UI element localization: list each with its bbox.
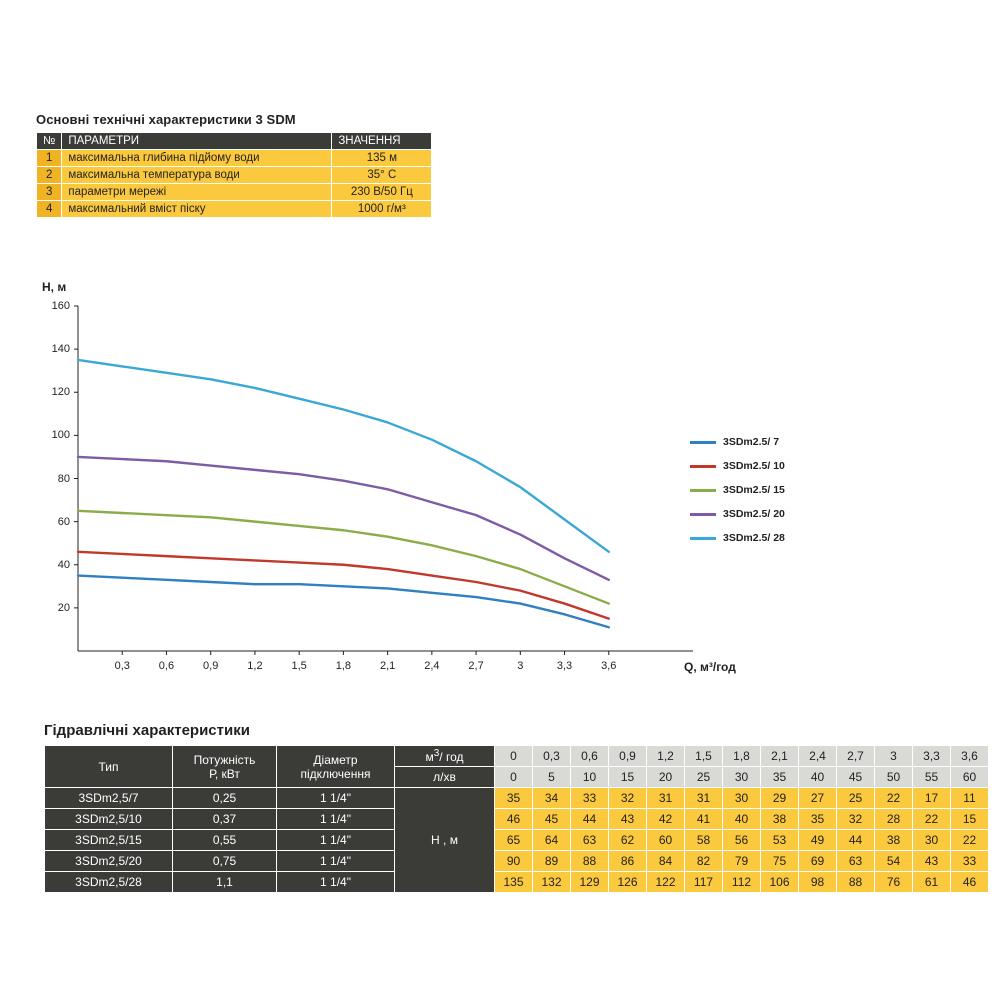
x-tick-label: 2,1 (379, 660, 396, 672)
flow-m3-value: 1,5 (685, 746, 723, 767)
head-value: 122 (647, 872, 685, 893)
header-type: Тип (45, 746, 173, 788)
head-value: 29 (761, 788, 799, 809)
head-value: 31 (647, 788, 685, 809)
flow-m3-value: 0,6 (571, 746, 609, 767)
x-tick-label: 2,4 (424, 660, 440, 672)
legend-color-swatch (690, 489, 716, 492)
spec-header-param: ПАРАМЕТРИ (62, 133, 332, 150)
flow-l-value: 30 (723, 767, 761, 788)
head-value: 33 (571, 788, 609, 809)
head-value: 129 (571, 872, 609, 893)
legend-item (690, 526, 785, 550)
flow-m3-value: 3 (875, 746, 913, 767)
head-value: 89 (533, 851, 571, 872)
pump-curve-chart (0, 270, 1000, 700)
header-head-unit: Н , м (395, 788, 495, 893)
flow-l-value: 55 (913, 767, 951, 788)
row-type: 3SDm2,5/15 (45, 830, 173, 851)
y-tick-label: 120 (51, 386, 70, 399)
curve-series (78, 576, 609, 628)
spec-row-number: 1 (37, 150, 62, 167)
row-diameter: 1 1/4" (277, 851, 395, 872)
curve-series (78, 360, 609, 552)
x-tick-label: 3,6 (601, 660, 617, 672)
hydraulic-table (44, 745, 989, 893)
head-value: 112 (723, 872, 761, 893)
flow-m3-value: 1,2 (647, 746, 685, 767)
row-type: 3SDm2,5/7 (45, 788, 173, 809)
spec-header-row (37, 133, 432, 150)
table-row (45, 851, 989, 872)
spec-row-param: максимальна глибина підйому води (62, 150, 332, 167)
legend-item (690, 478, 785, 502)
flow-m3-value: 2,4 (799, 746, 837, 767)
legend-item (690, 454, 785, 478)
flow-m3-value: 2,1 (761, 746, 799, 767)
table-row (37, 201, 432, 218)
flow-l-value: 60 (951, 767, 989, 788)
head-value: 56 (723, 830, 761, 851)
header-diameter: Діаметр підключення (277, 746, 395, 788)
flow-m3-value: 3,6 (951, 746, 989, 767)
y-tick-label: 60 (57, 515, 70, 528)
flow-l-value: 50 (875, 767, 913, 788)
hydraulic-header-row (45, 746, 989, 767)
head-value: 126 (609, 872, 647, 893)
legend-label: 3SDm2.5/ 7 (723, 436, 780, 448)
hydraulic-section (44, 722, 989, 893)
head-value: 132 (533, 872, 571, 893)
flow-l-value: 10 (571, 767, 609, 788)
table-row (37, 167, 432, 184)
head-value: 98 (799, 872, 837, 893)
legend-color-swatch (690, 465, 716, 468)
head-value: 58 (685, 830, 723, 851)
spec-header-value: ЗНАЧЕННЯ (332, 133, 432, 150)
flow-l-value: 40 (799, 767, 837, 788)
head-value: 46 (495, 809, 533, 830)
head-value: 90 (495, 851, 533, 872)
flow-l-value: 5 (533, 767, 571, 788)
spec-row-value: 1000 г/м³ (332, 201, 432, 218)
row-diameter: 1 1/4" (277, 809, 395, 830)
head-value: 33 (951, 851, 989, 872)
y-tick-label: 160 (51, 300, 70, 312)
head-value: 42 (647, 809, 685, 830)
head-value: 30 (913, 830, 951, 851)
head-value: 34 (533, 788, 571, 809)
table-row (37, 184, 432, 201)
head-value: 82 (685, 851, 723, 872)
spec-row-number: 3 (37, 184, 62, 201)
head-value: 38 (875, 830, 913, 851)
legend-label: 3SDm2.5/ 20 (723, 508, 785, 520)
head-value: 22 (875, 788, 913, 809)
x-tick-label: 3 (517, 660, 524, 672)
spec-row-param: параметри мережі (62, 184, 332, 201)
table-row (45, 830, 989, 851)
head-value: 35 (495, 788, 533, 809)
head-value: 135 (495, 872, 533, 893)
head-value: 65 (495, 830, 533, 851)
legend-label: 3SDm2.5/ 28 (723, 532, 785, 544)
spec-row-number: 2 (37, 167, 62, 184)
row-type: 3SDm2,5/28 (45, 872, 173, 893)
head-value: 63 (837, 851, 875, 872)
spec-section (36, 112, 432, 218)
flow-m3-value: 1,8 (723, 746, 761, 767)
row-type: 3SDm2,5/10 (45, 809, 173, 830)
head-value: 11 (951, 788, 989, 809)
spec-table (36, 132, 432, 218)
head-value: 30 (723, 788, 761, 809)
row-power: 0,37 (173, 809, 277, 830)
curve-svg (78, 306, 653, 651)
head-value: 38 (761, 809, 799, 830)
head-value: 31 (685, 788, 723, 809)
spec-row-number: 4 (37, 201, 62, 218)
row-power: 1,1 (173, 872, 277, 893)
y-axis-label: Н, м (42, 280, 67, 294)
legend-item (690, 430, 785, 454)
flow-m3-value: 3,3 (913, 746, 951, 767)
flow-l-value: 35 (761, 767, 799, 788)
head-value: 84 (647, 851, 685, 872)
row-diameter: 1 1/4" (277, 872, 395, 893)
chart-legend (690, 430, 785, 550)
row-diameter: 1 1/4" (277, 788, 395, 809)
head-value: 79 (723, 851, 761, 872)
legend-color-swatch (690, 513, 716, 516)
plot-canvas (51, 300, 653, 672)
spec-row-value: 230 В/50 Гц (332, 184, 432, 201)
curve-series (78, 511, 609, 604)
head-value: 88 (571, 851, 609, 872)
y-tick-label: 40 (57, 558, 70, 571)
head-value: 75 (761, 851, 799, 872)
x-tick-label: 0,9 (203, 660, 219, 672)
table-row (37, 150, 432, 167)
head-value: 69 (799, 851, 837, 872)
table-row (45, 809, 989, 830)
spec-row-param: максимальна температура води (62, 167, 332, 184)
y-tick-label: 80 (57, 472, 70, 485)
x-tick-label: 0,6 (158, 660, 175, 672)
legend-label: 3SDm2.5/ 10 (723, 460, 785, 472)
x-tick-label: 0,3 (114, 660, 130, 672)
legend-color-swatch (690, 537, 716, 540)
head-value: 22 (913, 809, 951, 830)
head-value: 54 (875, 851, 913, 872)
header-power: Потужність Р, кВт (173, 746, 277, 788)
head-value: 43 (609, 809, 647, 830)
head-value: 76 (875, 872, 913, 893)
head-value: 106 (761, 872, 799, 893)
flow-m3-value: 0,9 (609, 746, 647, 767)
row-diameter: 1 1/4" (277, 830, 395, 851)
head-value: 25 (837, 788, 875, 809)
flow-l-value: 45 (837, 767, 875, 788)
curve-series (78, 457, 609, 580)
y-tick-label: 140 (51, 343, 70, 356)
head-value: 45 (533, 809, 571, 830)
row-power: 0,75 (173, 851, 277, 872)
row-type: 3SDm2,5/20 (45, 851, 173, 872)
hydraulic-title: Гідравлічні характеристики (44, 722, 250, 739)
head-value: 43 (913, 851, 951, 872)
flow-l-value: 15 (609, 767, 647, 788)
head-value: 41 (685, 809, 723, 830)
spec-row-param: максимальний вміст піску (62, 201, 332, 218)
y-tick-label: 20 (57, 601, 70, 614)
head-value: 32 (609, 788, 647, 809)
legend-label: 3SDm2.5/ 15 (723, 484, 785, 496)
row-power: 0,25 (173, 788, 277, 809)
head-value: 44 (571, 809, 609, 830)
head-value: 28 (875, 809, 913, 830)
head-value: 62 (609, 830, 647, 851)
head-value: 40 (723, 809, 761, 830)
head-value: 44 (837, 830, 875, 851)
head-value: 63 (571, 830, 609, 851)
flow-m3-value: 0,3 (533, 746, 571, 767)
spec-header-num: № (37, 133, 62, 150)
x-axis-label: Q, м³/год (684, 660, 736, 674)
row-power: 0,55 (173, 830, 277, 851)
legend-item (690, 502, 785, 526)
flow-l-value: 20 (647, 767, 685, 788)
head-value: 32 (837, 809, 875, 830)
head-value: 15 (951, 809, 989, 830)
y-tick-label: 100 (51, 429, 70, 442)
head-value: 64 (533, 830, 571, 851)
head-value: 35 (799, 809, 837, 830)
spec-row-value: 135 м (332, 150, 432, 167)
head-value: 60 (647, 830, 685, 851)
x-tick-label: 1,8 (335, 660, 352, 672)
flow-l-value: 25 (685, 767, 723, 788)
legend-color-swatch (690, 441, 716, 444)
head-value: 88 (837, 872, 875, 893)
spec-title: Основні технічні характеристики 3 SDM (36, 112, 296, 127)
x-tick-label: 1,5 (291, 660, 307, 672)
header-flow-l: л/хв (395, 767, 495, 788)
x-tick-label: 1,2 (247, 660, 263, 672)
x-tick-label: 3,3 (556, 660, 573, 672)
table-row (45, 788, 989, 809)
head-value: 53 (761, 830, 799, 851)
flow-m3-value: 0 (495, 746, 533, 767)
head-value: 49 (799, 830, 837, 851)
table-row (45, 872, 989, 893)
header-flow-m3: $м^3/$ год (395, 746, 495, 767)
flow-m3-value: 2,7 (837, 746, 875, 767)
head-value: 61 (913, 872, 951, 893)
head-value: 117 (685, 872, 723, 893)
head-value: 22 (951, 830, 989, 851)
x-tick-label: 2,7 (468, 660, 484, 672)
head-value: 86 (609, 851, 647, 872)
spec-row-value: 35° С (332, 167, 432, 184)
flow-l-value: 0 (495, 767, 533, 788)
head-value: 46 (951, 872, 989, 893)
head-value: 17 (913, 788, 951, 809)
head-value: 27 (799, 788, 837, 809)
